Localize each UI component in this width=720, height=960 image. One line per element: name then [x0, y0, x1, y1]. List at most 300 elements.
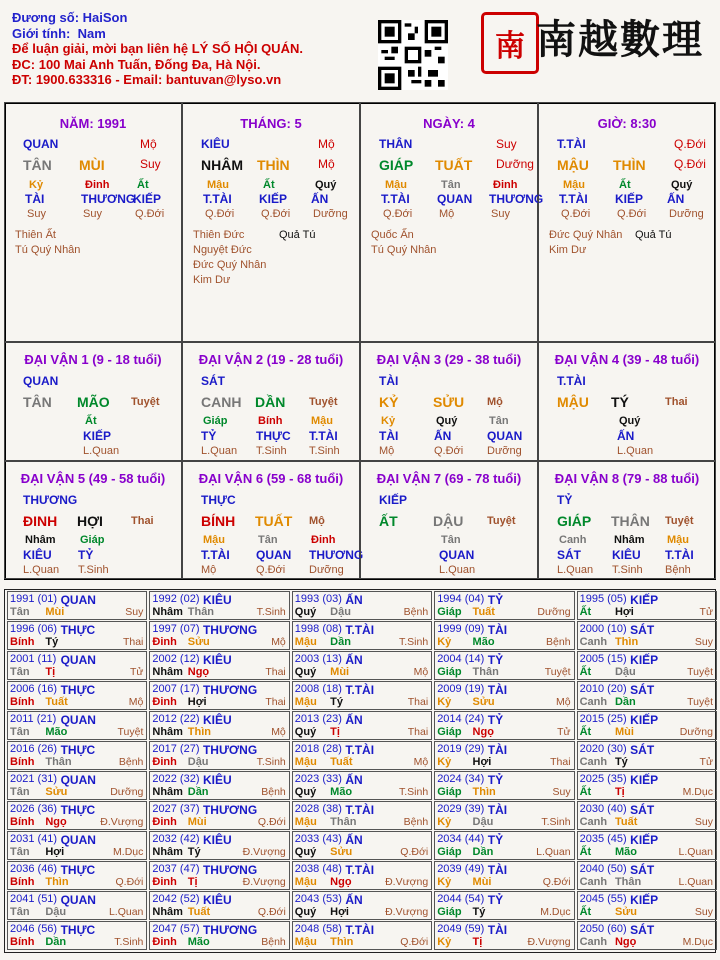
- dai-van-hidden-stem: Mậu: [667, 534, 689, 546]
- year-stage: Mộ: [271, 726, 286, 738]
- earth-branch: THÌN: [613, 157, 646, 173]
- year-cell: [434, 711, 574, 740]
- year-stem: Quý: [294, 786, 317, 798]
- dai-van-hidden-god: ẤN: [617, 429, 635, 443]
- dai-van-hidden-god: THỰC: [256, 429, 291, 443]
- dai-van-cell: [182, 461, 364, 579]
- year-branch: Dậu: [45, 906, 67, 918]
- year-cell: [292, 591, 432, 620]
- owner-name: Đương số: HaiSon: [12, 10, 128, 25]
- year-god: T.TÀI: [345, 923, 375, 937]
- dai-van-cell: [4, 461, 182, 579]
- year-stem: Mậu: [294, 756, 317, 768]
- hidden-stage: Suy: [491, 208, 510, 220]
- logo-text: 南越數理: [536, 16, 704, 63]
- year-branch: Ngọ: [187, 666, 210, 678]
- year-god: THƯƠNG: [202, 863, 258, 877]
- dai-van-stage: Mộ: [309, 515, 325, 527]
- year-stem: Kỷ: [437, 816, 452, 828]
- year-stage: Bệnh: [261, 786, 286, 798]
- life-stage: Mộ: [318, 137, 335, 151]
- dai-van-title: ĐẠI VẬN 6 (59 - 68 tuổi): [198, 471, 344, 486]
- year-label: 2022 (32): [152, 773, 200, 785]
- year-cell: [292, 681, 432, 710]
- year-label: 1992 (02): [152, 593, 200, 605]
- year-god: TÀI: [487, 923, 508, 937]
- year-stem: Kỷ: [437, 756, 452, 768]
- dai-van-branch: MÃO: [77, 394, 110, 410]
- year-cell: [292, 621, 432, 650]
- year-god: KIẾP: [630, 653, 659, 667]
- than-sat: Đức Quý Nhân: [193, 259, 267, 271]
- year-stem: Quý: [294, 666, 317, 678]
- year-stem: Đinh: [152, 696, 177, 708]
- year-branch: Tị: [187, 876, 198, 888]
- year-label: 2020 (30): [579, 743, 627, 755]
- dai-van-stage: Tuyệt: [309, 396, 338, 408]
- dai-van-hidden-god: T.TÀI: [665, 548, 694, 562]
- year-cell: [292, 891, 432, 920]
- year-branch: Sửu: [45, 786, 68, 798]
- year-branch: Tị: [472, 936, 483, 948]
- year-god: T.TÀI: [345, 683, 375, 697]
- dai-van-branch: TUẤT: [255, 513, 293, 529]
- year-stem: Kỷ: [437, 696, 452, 708]
- earth-branch: THÌN: [257, 157, 290, 173]
- branch-stage: Suy: [140, 157, 161, 171]
- year-label: 2049 (59): [437, 923, 485, 935]
- dai-van-hidden-god: T.TÀI: [201, 548, 230, 562]
- ten-god: KIÊU: [201, 137, 230, 151]
- pillar-cell: [182, 102, 360, 342]
- year-label: 2009 (19): [437, 683, 485, 695]
- hidden-stem: Đinh: [85, 179, 110, 191]
- year-stem: Bính: [10, 936, 35, 948]
- year-stage: Đ.Vượng: [242, 876, 286, 888]
- year-god: THƯƠNG: [202, 803, 258, 817]
- year-stage: Suy: [694, 636, 713, 648]
- year-stage: Suy: [552, 786, 571, 798]
- year-branch: Tuất: [472, 606, 495, 618]
- dai-van-stage: Thai: [131, 515, 154, 527]
- hidden-stage: Q.Đới: [617, 208, 647, 220]
- year-label: 2026 (36): [10, 803, 58, 815]
- year-cell: [149, 921, 289, 950]
- hidden-god: T.TÀI: [381, 192, 410, 206]
- year-stage: Suy: [694, 906, 713, 918]
- year-cell: [7, 591, 147, 620]
- year-god: KIÊU: [202, 593, 232, 607]
- pillar-cell: [360, 102, 544, 342]
- dai-van-hidden-stem: Tân: [258, 534, 278, 546]
- hidden-stage: Dưỡng: [313, 208, 348, 220]
- dai-van-hidden-stem: Canh: [559, 534, 587, 546]
- year-stage: Q.Đới: [400, 846, 429, 858]
- year-branch: Ngọ: [472, 726, 494, 738]
- year-god: QUAN: [60, 893, 96, 907]
- year-branch: Tị: [45, 666, 56, 678]
- year-label: 2025 (35): [579, 773, 627, 785]
- year-stage: M.Dục: [682, 786, 713, 798]
- hidden-god: T.TÀI: [559, 192, 588, 206]
- dai-van-hidden-god: ẤN: [434, 429, 452, 443]
- year-cell: [577, 891, 717, 920]
- year-cell: [292, 711, 432, 740]
- year-branch: Mão: [330, 786, 353, 798]
- year-god: TÀI: [487, 863, 508, 877]
- year-stage: Tuyệt: [544, 666, 571, 678]
- year-stem: Canh: [579, 816, 608, 828]
- year-label: 2034 (44): [437, 833, 485, 845]
- hidden-stage: Suy: [83, 208, 102, 220]
- year-label: 2018 (28): [294, 743, 342, 755]
- year-stem: Bính: [10, 636, 35, 648]
- year-cell: [149, 741, 289, 770]
- hidden-stage: Q.Đới: [261, 208, 291, 220]
- dai-van-stem: TÂN: [23, 394, 52, 410]
- dai-van-hidden-stage: L.Quan: [83, 445, 120, 457]
- year-stage: Suy: [125, 606, 144, 618]
- life-stage: Q.Đới: [674, 137, 706, 151]
- than-sat: Nguyệt Đức: [193, 244, 252, 256]
- year-branch: Dậu: [187, 756, 209, 768]
- year-cell: [149, 681, 289, 710]
- year-stem: Bính: [10, 696, 35, 708]
- dai-van-hidden-god: QUAN: [487, 429, 523, 443]
- earth-branch: MÙI: [79, 157, 105, 173]
- dai-van-branch: DẬU: [433, 513, 464, 529]
- year-stage: Thai: [265, 666, 286, 678]
- dai-van-hidden-god: KIÊU: [612, 548, 641, 562]
- year-stage: Dưỡng: [537, 606, 571, 618]
- year-cell: [434, 801, 574, 830]
- dai-van-hidden-stem: Tân: [441, 534, 461, 546]
- year-god: KIẾP: [630, 593, 659, 607]
- year-stem: Nhâm: [152, 786, 183, 798]
- year-label: 2028 (38): [294, 803, 342, 815]
- year-cell: [292, 801, 432, 830]
- hidden-god: KIẾP: [259, 192, 288, 206]
- year-stem: Đinh: [152, 936, 177, 948]
- year-stage: Thai: [407, 696, 429, 708]
- dai-van-branch: DẦN: [255, 394, 286, 410]
- year-stage: L.Quan: [108, 906, 144, 918]
- year-label: 1998 (08): [294, 623, 342, 635]
- than-sat: Thiên Ất: [15, 229, 56, 241]
- year-branch: Sửu: [614, 906, 637, 918]
- year-label: 1995 (05): [579, 593, 627, 605]
- year-label: 2003 (13): [294, 653, 342, 665]
- year-branch: Hợi: [187, 696, 207, 708]
- year-label: 2004 (14): [437, 653, 485, 665]
- dai-van-hidden-stage: Q.Đới: [434, 445, 464, 457]
- year-label: 2036 (46): [10, 863, 58, 875]
- year-branch: Hợi: [614, 606, 634, 618]
- dai-van-hidden-stem: Quý: [619, 415, 641, 427]
- year-god: KIÊU: [202, 893, 232, 907]
- year-god: THỰC: [60, 923, 96, 937]
- year-branch: Tý: [330, 696, 343, 708]
- year-god: SÁT: [630, 803, 655, 817]
- year-cell: [149, 711, 289, 740]
- year-label: 2011 (21): [10, 713, 57, 725]
- dai-van-god: T.TÀI: [557, 374, 586, 388]
- heaven-stem: NHÂM: [201, 157, 243, 173]
- year-stem: Giáp: [437, 666, 462, 678]
- year-god: TỶ: [487, 773, 504, 787]
- year-stem: Tân: [10, 846, 30, 858]
- hidden-stem: Đinh: [493, 179, 518, 191]
- year-cell: [7, 681, 147, 710]
- hidden-god: ẤN: [667, 192, 685, 206]
- than-sat: Kim Dư: [193, 274, 231, 286]
- year-branch: Mão: [614, 846, 637, 858]
- year-stem: Bính: [10, 816, 35, 828]
- year-stage: Mộ: [413, 756, 429, 768]
- year-stage: Bệnh: [403, 816, 429, 828]
- year-branch: Thìn: [187, 726, 211, 738]
- year-stem: Canh: [579, 696, 608, 708]
- year-god: KIÊU: [202, 833, 232, 847]
- year-stem: Kỷ: [437, 936, 452, 948]
- year-cell: [434, 891, 574, 920]
- year-branch: Thìn: [330, 936, 354, 948]
- than-sat: Thiên Đức: [193, 229, 245, 241]
- qr-code-icon[interactable]: [378, 20, 448, 90]
- year-stage: Dưỡng: [110, 786, 144, 798]
- year-cell: [149, 861, 289, 890]
- year-god: T.TÀI: [345, 743, 375, 757]
- year-stage: Đ.Vượng: [527, 936, 571, 948]
- year-stage: Đ.Vượng: [242, 846, 286, 858]
- dai-van-hidden-god: SÁT: [557, 548, 581, 562]
- year-stage: Q.Đới: [257, 816, 286, 828]
- year-label: 1997 (07): [152, 623, 200, 635]
- year-branch: Tuất: [45, 696, 68, 708]
- year-label: 2013 (23): [294, 713, 342, 725]
- hidden-stem: Mậu: [385, 179, 407, 191]
- year-god: THƯƠNG: [202, 923, 258, 937]
- year-cell: [149, 831, 289, 860]
- year-branch: Hợi: [45, 846, 65, 858]
- year-stage: Tử: [557, 726, 571, 738]
- year-stem: Canh: [579, 876, 608, 888]
- hidden-stage: Q.Đới: [561, 208, 591, 220]
- hidden-stem: Ất: [619, 179, 631, 191]
- year-cell: [434, 651, 574, 680]
- year-branch: Tý: [614, 756, 628, 768]
- year-cell: [434, 681, 574, 710]
- year-cell: [434, 861, 574, 890]
- year-god: TỶ: [487, 833, 504, 847]
- dai-van-hidden-stem: Đinh: [311, 534, 336, 546]
- year-god: TỶ: [487, 593, 504, 607]
- hidden-stem: Ất: [263, 179, 275, 191]
- year-cell: [577, 771, 717, 800]
- year-cell: [149, 771, 289, 800]
- year-branch: Mùi: [472, 876, 492, 888]
- pillar-title: THÁNG: 5: [240, 116, 302, 131]
- year-stem: Quý: [294, 726, 317, 738]
- year-stage: Mộ: [128, 696, 144, 708]
- year-cell: [577, 831, 717, 860]
- year-stage: Thai: [122, 636, 144, 648]
- year-cell: [577, 591, 717, 620]
- dai-van-stage: Tuyệt: [487, 515, 516, 527]
- dai-van-stage: Tuyệt: [131, 396, 160, 408]
- year-stage: Mộ: [271, 636, 286, 648]
- year-stem: Quý: [294, 846, 317, 858]
- year-god: ẤN: [345, 593, 363, 607]
- hidden-stem: Kỷ: [29, 179, 44, 191]
- than-sat-2: Quả Tú: [279, 229, 316, 241]
- year-stem: Canh: [579, 636, 608, 648]
- year-branch: Thân: [187, 606, 215, 618]
- year-stem: Canh: [579, 756, 608, 768]
- year-label: 2044 (54): [437, 893, 485, 905]
- year-label: 2008 (18): [294, 683, 342, 695]
- year-stem: Ất: [579, 606, 592, 618]
- year-label: 2007 (17): [152, 683, 200, 695]
- year-label: 2014 (24): [437, 713, 485, 725]
- year-label: 2000 (10): [579, 623, 627, 635]
- year-cell: [149, 801, 289, 830]
- year-cell: [292, 771, 432, 800]
- year-branch: Ngọ: [45, 816, 67, 828]
- dai-van-god: TỶ: [557, 493, 573, 507]
- dai-van-hidden-stem: Ất: [85, 415, 97, 427]
- hidden-stage: Mộ: [439, 208, 455, 220]
- year-cell: [577, 861, 717, 890]
- phone-email[interactable]: ĐT: 1900.633316 - Email: bantuvan@lyso.vn: [12, 72, 282, 87]
- pillar-cell: [4, 102, 182, 342]
- dai-van-hidden-stem: Quý: [436, 415, 458, 427]
- year-branch: Thìn: [472, 786, 496, 798]
- dai-van-hidden-stage: Dưỡng: [487, 445, 522, 457]
- hidden-stem: Quý: [671, 179, 693, 191]
- heaven-stem: TÂN: [23, 157, 52, 173]
- dai-van-god: THƯƠNG: [23, 493, 78, 507]
- year-branch: Hợi: [330, 906, 349, 918]
- hidden-stem: Tân: [441, 179, 461, 191]
- year-label: 2029 (39): [437, 803, 485, 815]
- year-label: 2031 (41): [10, 833, 58, 845]
- year-god: KIẾP: [630, 893, 659, 907]
- contact-note: Để luận giải, mời bạn liên hệ LÝ SỐ HỘI QUÁN.: [12, 41, 303, 56]
- dai-van-god: KIẾP: [379, 493, 408, 507]
- dai-van-hidden-stem: Giáp: [203, 415, 228, 427]
- year-branch: Thân: [330, 816, 357, 828]
- year-label: 2033 (43): [294, 833, 342, 845]
- year-branch: Thân: [45, 756, 72, 768]
- year-stage: Tử: [699, 606, 713, 618]
- year-god: ẤN: [345, 833, 363, 847]
- year-branch: Thân: [614, 876, 642, 888]
- dai-van-god: THỰC: [201, 493, 236, 507]
- hidden-stage: Suy: [27, 208, 46, 220]
- year-god: QUAN: [60, 773, 96, 787]
- year-label: 1994 (04): [437, 593, 485, 605]
- than-sat: Tú Quý Nhân: [371, 244, 437, 256]
- year-stage: Thai: [407, 726, 429, 738]
- year-cell: [577, 681, 717, 710]
- year-cell: [7, 801, 147, 830]
- year-stage: L.Quan: [678, 846, 713, 858]
- dai-van-title: ĐẠI VẬN 3 (29 - 38 tuổi): [376, 352, 522, 367]
- year-branch: Mùi: [614, 726, 634, 738]
- year-stage: L.Quan: [678, 876, 713, 888]
- year-branch: Tị: [614, 786, 625, 798]
- dai-van-hidden-stage: L.Quan: [23, 564, 60, 576]
- year-god: THƯƠNG: [202, 743, 258, 757]
- year-branch: Tuất: [614, 816, 638, 828]
- year-cell: [7, 861, 147, 890]
- year-stage: Thai: [550, 756, 571, 768]
- year-god: KIẾP: [630, 833, 659, 847]
- year-branch: Ngọ: [330, 876, 352, 888]
- year-cell: [292, 831, 432, 860]
- dai-van-hidden-stage: Dưỡng: [309, 564, 344, 576]
- than-sat: Kim Dư: [549, 244, 587, 256]
- year-label: 1999 (09): [437, 623, 485, 635]
- year-stage: Bệnh: [403, 606, 429, 618]
- life-stage: Mộ: [140, 137, 157, 151]
- year-god: THỰC: [60, 863, 96, 877]
- year-god: TÀI: [487, 623, 508, 637]
- hidden-stage: Dưỡng: [669, 208, 704, 220]
- year-branch: Mùi: [330, 666, 350, 678]
- year-cell: [7, 621, 147, 650]
- dai-van-title: ĐẠI VẬN 4 (39 - 48 tuổi): [554, 352, 700, 367]
- year-cell: [434, 921, 574, 950]
- year-branch: Hợi: [472, 756, 492, 768]
- year-god: SÁT: [630, 623, 655, 637]
- year-branch: Dần: [330, 636, 351, 648]
- year-god: ẤN: [345, 713, 363, 727]
- year-stem: Mậu: [294, 636, 317, 648]
- year-stage: Mộ: [413, 666, 429, 678]
- dai-van-cell: [538, 461, 716, 579]
- dai-van-hidden-stage: L.Quan: [557, 564, 594, 576]
- year-god: T.TÀI: [345, 863, 375, 877]
- year-stage: M.Dục: [682, 936, 713, 948]
- year-stem: Bính: [10, 876, 35, 888]
- year-stem: Mậu: [294, 936, 317, 948]
- year-branch: Mão: [472, 636, 495, 648]
- yearly-luck-grid: [4, 589, 716, 953]
- dai-van-cell: [360, 342, 538, 461]
- year-cell: [149, 891, 289, 920]
- year-stem: Đinh: [152, 876, 177, 888]
- hidden-god: THƯƠNG: [81, 192, 136, 206]
- year-branch: Dậu: [330, 606, 351, 618]
- year-stage: T.Sinh: [114, 936, 144, 948]
- dai-van-hidden-stage: T.Sinh: [256, 445, 287, 457]
- year-stage: T.Sinh: [399, 636, 429, 648]
- year-branch: Sửu: [472, 696, 495, 708]
- dai-van-stem: KỶ: [379, 394, 399, 410]
- branch-stage: Mộ: [318, 157, 335, 171]
- dai-van-stage: Tuyệt: [665, 515, 694, 527]
- year-stage: Tử: [699, 756, 713, 768]
- year-stem: Giáp: [437, 906, 462, 918]
- dai-van-hidden-stage: Mộ: [379, 445, 395, 457]
- year-stage: Tuyệt: [687, 666, 713, 678]
- dai-van-title: ĐẠI VẬN 5 (49 - 58 tuổi): [20, 471, 166, 486]
- dai-van-hidden-god: QUAN: [256, 548, 292, 562]
- year-cell: [434, 831, 574, 860]
- dai-van-hidden-stage: Mộ: [201, 564, 217, 576]
